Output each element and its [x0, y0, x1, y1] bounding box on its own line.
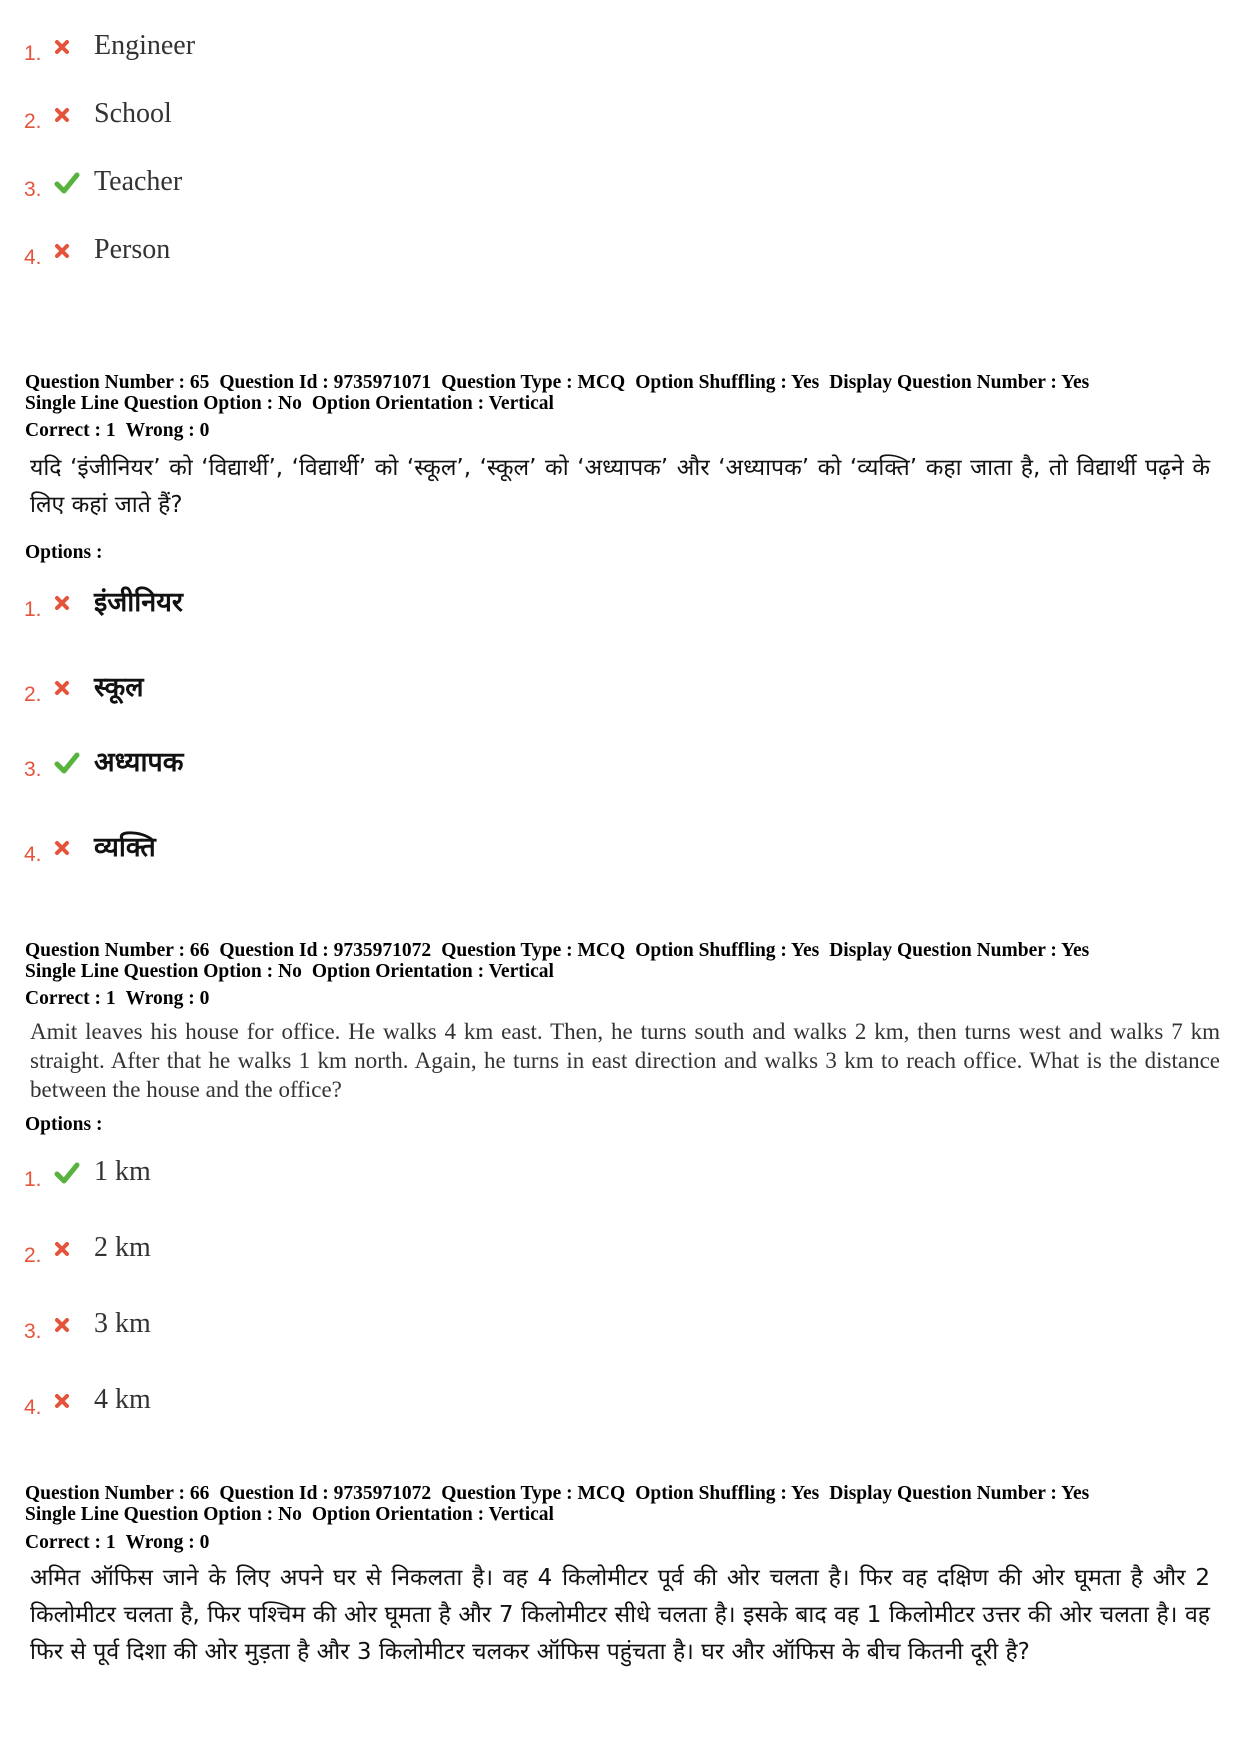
- option-text: व्यक्ति: [94, 832, 156, 863]
- cross-icon: [54, 833, 88, 863]
- option-number: 4.: [24, 1396, 42, 1419]
- question-meta: Question Number : 66 Question Id : 9735971072 Question Type : MCQ Option Shuffling : Yes Display Question Number : Yes Single Line Question Option : No Option Orientation : Vertical: [25, 1483, 1090, 1525]
- check-icon: [54, 1158, 88, 1188]
- option-text: Teacher: [94, 166, 183, 197]
- cross-icon: [54, 100, 88, 130]
- option-item: [24, 665, 144, 705]
- option-number: 3.: [24, 758, 42, 781]
- option-text: 2 km: [94, 1232, 151, 1263]
- option-item: [24, 1226, 151, 1266]
- option-number: 2.: [24, 1244, 42, 1267]
- option-text: 4 km: [94, 1384, 151, 1415]
- option-item: [24, 1302, 151, 1342]
- cross-icon: [54, 1310, 88, 1340]
- option-item: [24, 1150, 151, 1190]
- option-number: 3.: [24, 1320, 42, 1343]
- marks-line: Correct : 1 Wrong : 0: [25, 988, 210, 1009]
- option-text: अध्यापक: [94, 747, 184, 778]
- option-number: 3.: [24, 178, 42, 201]
- marks-line: Correct : 1 Wrong : 0: [25, 420, 210, 441]
- marks-line: Correct : 1 Wrong : 0: [25, 1532, 210, 1553]
- question-text: Amit leaves his house for office. He walks 4 km east. Then, he turns south and walks 2 km, then turns west and walks 7 km straight. After that he walks 1 km north. Again, he turns in east direction and walks 3 km to reach office. What is the distance between the house and the office?: [30, 1019, 1220, 1102]
- option-item: [24, 92, 172, 132]
- question-text: अमित ऑफिस जाने के लिए अपने घर से निकलता है। वह 4 किलोमीटर पूर्व की ओर चलता है। फिर वह दक्षिण की ओर घूमता है और 2 किलोमीटर चलता है, फिर पश्चिम की ओर घूमता है और 7 किलोमीटर सीधे चलता है। इसके बाद वह 1 किलोमीटर उत्तर की ओर चलता है। वह फिर से पूर्व दिशा की ओर मुड़ता है और 3 किलोमीटर चलकर ऑफिस पहुंचता है। घर और ऑफिस के बीच कितनी दूरी है?: [30, 1565, 1210, 1665]
- cross-icon: [54, 236, 88, 266]
- cross-icon: [54, 588, 88, 618]
- options-label: Options :: [25, 1114, 103, 1135]
- option-item: [24, 740, 184, 780]
- option-item: [24, 825, 156, 865]
- question-text: यदि ‘इंजीनियर’ को ‘विद्यार्थी’, ‘विद्यार्थी’ को ‘स्कूल’, ‘स्कूल’ को ‘अध्यापक’ और ‘अध्यापक’ को ‘व्यक्ति’ कहा जाता है, तो विद्यार्थी पढ़ने के लिए कहां जाते हैं?: [30, 455, 1210, 518]
- option-item: [24, 24, 195, 64]
- option-item: [24, 1378, 151, 1418]
- question-meta: Question Number : 65 Question Id : 9735971071 Question Type : MCQ Option Shuffling : Yes Display Question Number : Yes Single Line Question Option : No Option Orientation : Vertical: [25, 372, 1090, 414]
- option-number: 2.: [24, 110, 42, 133]
- cross-icon: [54, 1234, 88, 1264]
- option-text: Person: [94, 234, 171, 265]
- question-meta: Question Number : 66 Question Id : 9735971072 Question Type : MCQ Option Shuffling : Yes Display Question Number : Yes Single Line Question Option : No Option Orientation : Vertical: [25, 940, 1090, 982]
- option-text: School: [94, 98, 172, 129]
- check-icon: [54, 748, 88, 778]
- option-item: [24, 160, 182, 200]
- option-number: 4.: [24, 843, 42, 866]
- option-number: 1.: [24, 42, 42, 65]
- options-label: Options :: [25, 542, 103, 563]
- option-item: [24, 228, 170, 268]
- option-item: [24, 580, 183, 620]
- cross-icon: [54, 673, 88, 703]
- option-number: 4.: [24, 246, 42, 269]
- check-icon: [54, 168, 88, 198]
- cross-icon: [54, 1386, 88, 1416]
- option-number: 1.: [24, 1168, 42, 1191]
- option-text: इंजीनियर: [94, 587, 183, 618]
- option-text: 3 km: [94, 1308, 151, 1339]
- option-text: 1 km: [94, 1156, 151, 1187]
- option-number: 1.: [24, 598, 42, 621]
- option-text: स्कूल: [94, 672, 144, 703]
- option-number: 2.: [24, 683, 42, 706]
- option-text: Engineer: [94, 30, 196, 61]
- cross-icon: [54, 32, 88, 62]
